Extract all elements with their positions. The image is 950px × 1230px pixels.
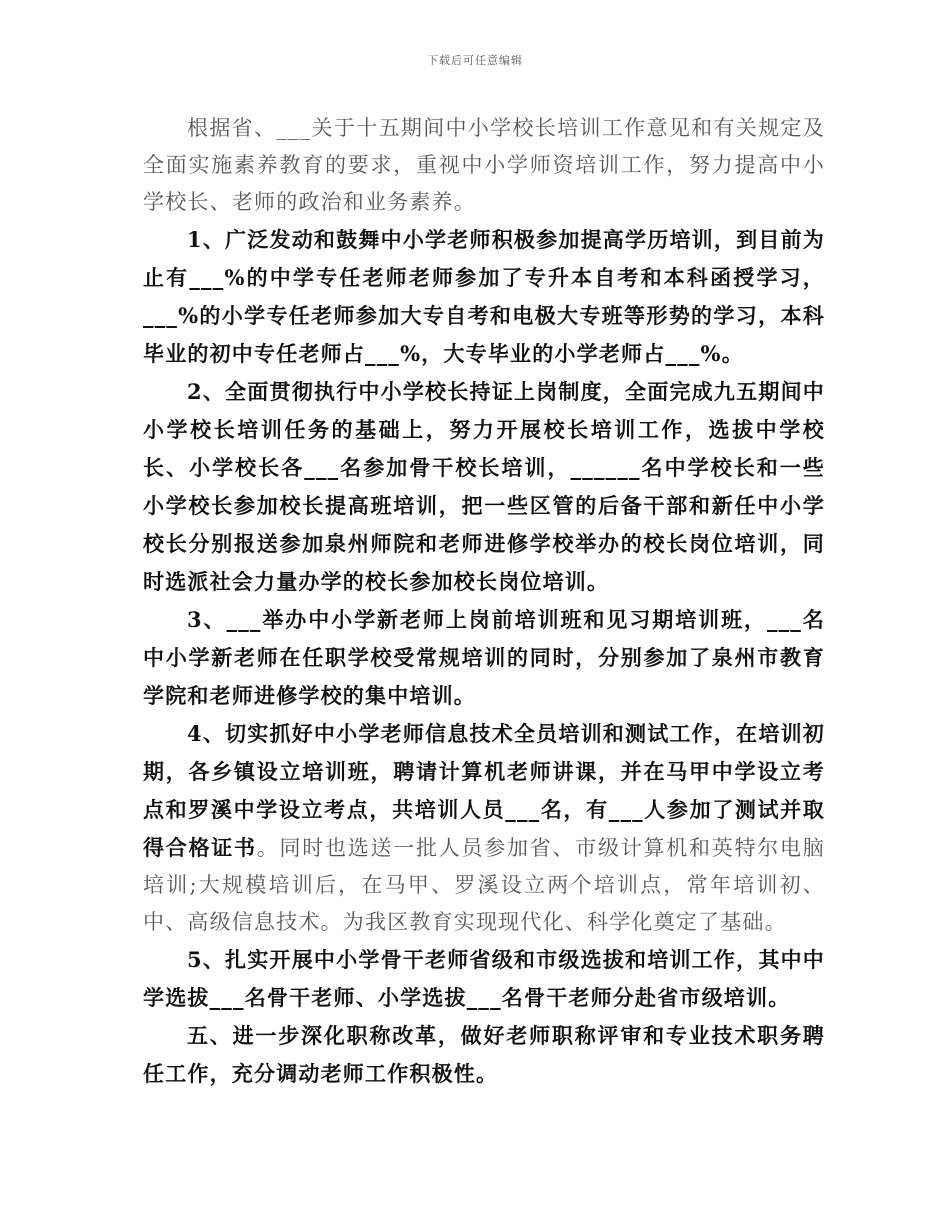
section-heading-5 [143, 1017, 825, 1093]
paragraph-text: 根据省、___关于十五期间中小学校长培训工作意见和有关规定及全面实施素养教育的要求，重视中小学师资培训工作，努力提高中小学校长、老师的政治和业务素养。 [143, 116, 825, 214]
paragraph-text: 2、全面贯彻执行中小学校长持证上岗制度，全面完成九五期间中小学校长培训任务的基础上，努力开展校长培训工作，选拔中学校长、小学校长各___名参加骨干校长培训，______名中学校长和一些小学校长参加校长提高班培训，把一些区管的后备干部和新任中小学校长分别报送参加泉州师院和老师进修学校举办的校长岗位培训，同时选派社会力量办学的校长参加校长岗位培训。 [143, 379, 825, 594]
paragraph-text: 3、___举办中小学新老师上岗前培训班和见习期培训班，___名中小学新老师在任职学校受常规培训的同时，分别参加了泉州市教育学院和老师进修学校的集中培训。 [143, 607, 825, 708]
page-header: 下载后可任意编辑 [427, 54, 523, 67]
paragraph-item-5 [143, 941, 825, 1017]
paragraph-item-4 [143, 715, 825, 941]
paragraph-item-3 [143, 601, 825, 715]
paragraph-item-1 [143, 221, 825, 373]
paragraph-text: 。同时也选送一批人员参加省、市级计算机和英特尔电脑培训;大规模培训后，在马甲、罗溪设立两个培训点，常年培训初、中、高级信息技术。为我区教育实现现代化、科学化奠定了基础。 [143, 836, 826, 934]
paragraph-item-2 [143, 373, 825, 601]
paragraph-text: 5、扎实开展中小学骨干老师省级和市级选拔和培训工作，其中中学选拔___名骨干老师、小学选拔___名骨干老师分赴省市级培训。 [143, 947, 825, 1010]
paragraph-text: 五、进一步深化职称改革，做好老师职称评审和专业技术职务聘任工作，充分调动老师工作积极性。 [143, 1023, 825, 1086]
paragraph-text: 4、切实抓好中小学老师信息技术全员培训和测试工作，在培训初期，各乡镇设立培训班，聘请计算机老师讲课，并在马甲中学设立考点和罗溪中学设立考点，共培训人员___名，有___人参加了测试并取得合格证书 [143, 721, 825, 860]
paragraph-text: 1、广泛发动和鼓舞中小学老师积极参加提高学历培训，到目前为止有___%的中学专任老师老师参加了专升本自考和本科函授学习，___%的小学专任老师参加大专自考和电极大专班等形势的学习，本科毕业的初中专任老师占___%，大专毕业的小学老师占___%。 [143, 227, 825, 366]
paragraph-intro [143, 110, 825, 221]
document-body [143, 110, 825, 1093]
